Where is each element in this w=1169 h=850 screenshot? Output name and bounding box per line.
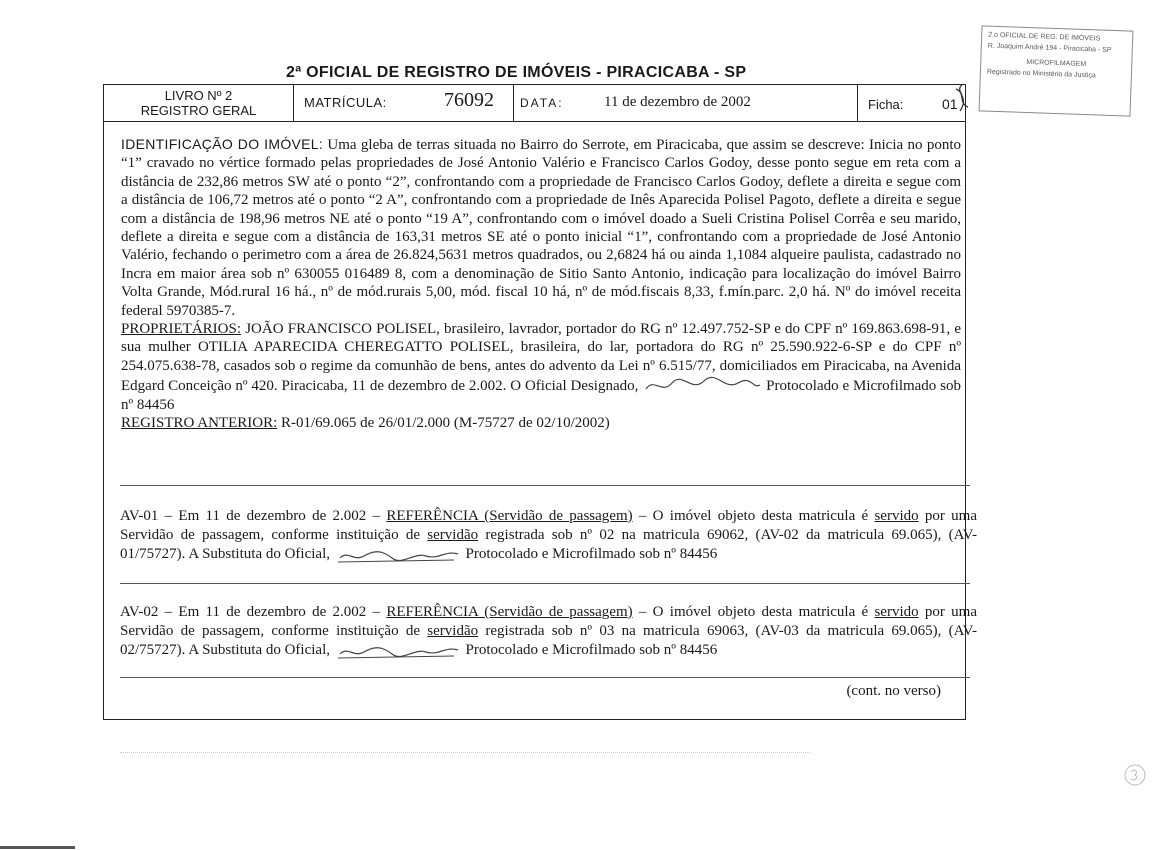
stamp-line-registro: Registrado no Ministério da Justiça xyxy=(986,68,1096,80)
proprietarios-paragraph xyxy=(121,320,961,414)
identificacao-section xyxy=(121,135,961,433)
identificacao-text: Uma gleba de terras situada no Bairro do Serrote, em Piracicaba, que assim se descreve: Inicia no ponto “1” cravado no vértice formado pelas propriedades de José Antonio Valério e Francisco Carlos Godoy, desse ponto segue em reta com a distância de 232,86 metros SW até o ponto “2”, confrontando com a propriedade de Francisco Carlos Godoy, deflete a direita e segue com a distância de 106,72 metros até o ponto “2 A”, confrontando com a propriedade de Inês Aparecida Polisel Pagoto, deflete a direita e segue com a distância de 198,96 metros NE até o ponto “19 A”, confrontando com o imóvel doado a Sueli Cristina Polisel Corrêa e seu marido, deflete a direita e segue com a distância de 163,31 metros SE até o ponto inicial “1”, confrontando com a propriedade de José Antonio Valério, fechando o perimetro com a área de 26.824,5631 metros quadrados, ou 2,6824 há ou ainda 1,1084 alqueire paulista, cadastrado no Incra em maior área sob nº 630055 016489 8, com a denominação de Sitio Santo Antonio, indicação para localização do imóvel Bairro Volta Grande, Mód.rural 16 há., nº de mód.rurais 5,00, mód. fiscal 10 há, nº de mód.fiscais 8,33, f.mín.parc. 2,0 há. Nº do imóvel receita federal 5970385-7. xyxy=(121,137,961,319)
av01-protocolo: Protocolado e Microfilmado sob nº 84456 xyxy=(465,546,718,562)
proprietarios-protocolo: Protocolado e Microfilmado sob nº 84456 xyxy=(121,378,962,413)
registro-anterior-text: R-01/69.065 de 26/01/2.000 (M-75727 de 02/10/2002) xyxy=(281,415,610,432)
scan-noise xyxy=(120,752,810,755)
data-cell xyxy=(514,85,858,121)
separator-line xyxy=(120,677,970,678)
av02-protocolo: Protocolado e Microfilmado sob nº 84456 xyxy=(465,642,718,658)
av02-servidao: servidão xyxy=(427,623,479,639)
av01-servidao: servidão xyxy=(427,527,479,543)
data-label: DATA: xyxy=(520,96,564,110)
av02-text3: registrada sob nº 03 na matricula 69063, (AV-03 da matricula 69.065), (AV-02/75727). A Substituta do Oficial, xyxy=(120,623,978,658)
continuation-note: (cont. no verso) xyxy=(846,683,941,699)
stamp-line-office: 2.o OFICIAL DE REG. DE IMÓVEIS xyxy=(988,31,1101,43)
livro-label: LIVRO Nº 2 xyxy=(164,88,233,103)
av01-paragraph xyxy=(120,507,977,564)
av01-section xyxy=(120,507,977,564)
signature-icon xyxy=(642,375,762,395)
av02-text2: por uma Servidão de passagem, conforme instituição de xyxy=(120,604,978,639)
proprietarios-text: JOÃO FRANCISCO POLISEL, brasileiro, lavrador, portador do RG nº 12.497.752-SP e do CPF nº 169.863.698-91, e sua mulher OTILIA APARECIDA CHEREGATTO POLISEL, brasileira, do lar, portadora do RG nº 25.590.922-6-SP e do CPF nº 254.075.638-78, casados sob o regime da comunhão de bens, antes do advento da Lei nº 6.515/77, domiciliados em Piracicaba, na Avenida Edgard Conceição nº 420. Piracicaba, 11 de dezembro de 2.002. O Oficial Designado, xyxy=(121,321,962,395)
matricula-cell xyxy=(294,85,514,121)
separator-line xyxy=(120,583,970,584)
av01-servido: servido xyxy=(874,508,919,524)
ficha-value: 01 xyxy=(942,96,958,112)
signature-icon xyxy=(334,642,462,660)
data-value: 11 de dezembro de 2002 xyxy=(604,94,751,110)
identificacao-label: IDENTIFICAÇÃO DO IMÓVEL: xyxy=(121,136,324,152)
page-title: 2ª OFICIAL DE REGISTRO DE IMÓVEIS - PIRACICABA - SP xyxy=(286,64,747,81)
stamp-line-microfilmagem: MICROFILMAGEM xyxy=(1026,58,1087,69)
document-frame xyxy=(103,84,978,720)
av02-prefix: AV-02 – Em 11 de dezembro de 2.002 – xyxy=(120,604,381,620)
av02-referencia: REFERÊNCIA (Servidão de passagem) xyxy=(386,604,633,620)
separator-line xyxy=(120,485,970,486)
page-number-circle-icon xyxy=(1122,762,1148,788)
matricula-number: 76092 xyxy=(444,89,494,111)
av01-text2: por uma Servidão de passagem, conforme instituição de xyxy=(120,508,978,543)
identificacao-paragraph xyxy=(121,135,961,320)
proprietarios-label: PROPRIETÁRIOS: xyxy=(121,321,242,338)
registro-anterior-paragraph xyxy=(121,414,961,432)
av01-text3: registrada sob nº 02 na matricula 69062, (AV-02 da matricula 69.065), (AV-01/75727). A Substituta do Oficial, xyxy=(120,527,978,562)
handwritten-mark-icon xyxy=(952,83,972,113)
stamp-line-address: R. Joaquim André 194 - Piracicaba - SP xyxy=(987,42,1112,54)
ficha-label: Ficha: xyxy=(868,97,904,112)
av01-referencia: REFERÊNCIA (Servidão de passagem) xyxy=(386,508,633,524)
av02-section xyxy=(120,603,977,660)
av01-prefix: AV-01 – Em 11 de dezembro de 2.002 – xyxy=(120,508,381,524)
livro-cell xyxy=(104,85,294,121)
av02-text1: – O imóvel objeto desta matricula é xyxy=(638,604,869,620)
scan-edge-line xyxy=(0,846,75,849)
signature-icon xyxy=(334,546,462,564)
header-row xyxy=(104,85,965,122)
av01-text1: – O imóvel objeto desta matricula é xyxy=(638,508,869,524)
registro-geral-label: REGISTRO GERAL xyxy=(140,103,257,118)
microfilm-stamp xyxy=(979,25,1134,116)
av02-paragraph xyxy=(120,603,977,660)
registro-anterior-label: REGISTRO ANTERIOR: xyxy=(121,415,278,432)
av02-servido: servido xyxy=(874,604,919,620)
matricula-label: MATRÍCULA: xyxy=(304,95,387,110)
ficha-cell xyxy=(858,85,965,121)
